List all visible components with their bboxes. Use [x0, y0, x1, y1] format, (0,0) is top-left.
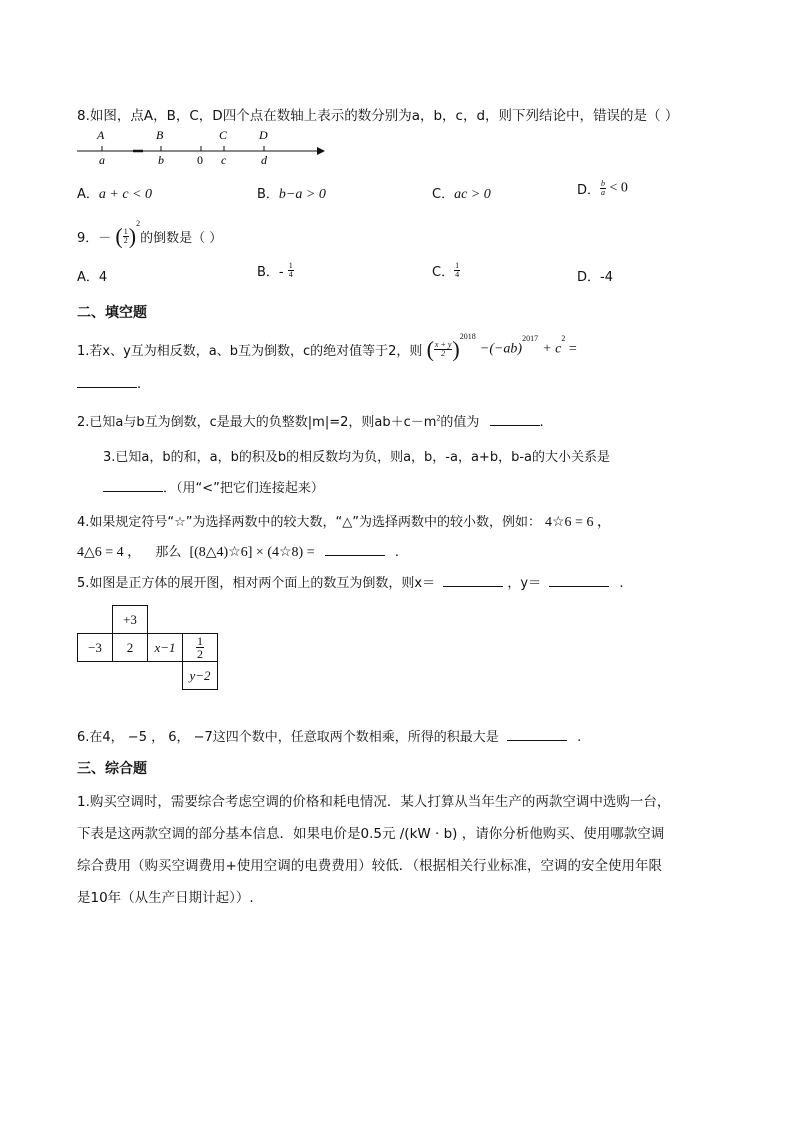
label-C: C — [219, 128, 228, 142]
label-c: c — [221, 153, 227, 167]
fill-1-answer: . — [77, 375, 141, 392]
q9-option-d: D．-4 — [577, 270, 613, 285]
cube-net — [77, 605, 218, 690]
comp-1-line-2: 下表是这两款空调的部分基本信息．如果电价是0.5元 /(kW · b) ，请你分析他购买、使用哪款空调 — [77, 826, 665, 842]
face-left: −3 — [78, 634, 113, 662]
face-center: 2 — [113, 634, 148, 662]
fill-2: 2.已知a与b互为倒数，c是最大的负整数|m|=2，则$ab+c-m^2$的值为 . — [77, 413, 544, 430]
number-line-svg — [77, 124, 327, 168]
q8-option-a: A．a + c < 0 — [77, 187, 153, 202]
answer-blank-y[interactable] — [549, 574, 609, 587]
q8-option-c: C．ac > 0 — [432, 187, 491, 202]
comp-1-line-1: 1.购买空调时，需要综合考虑空调的价格和耗电情况．某人打算从当年生产的两款空调中选购一台， — [77, 794, 671, 810]
answer-blank[interactable] — [103, 479, 163, 492]
q9-option-b: B．- $\frac{1}{4}$ — [257, 261, 293, 280]
label-A: A — [97, 128, 105, 142]
face-x: x−1 — [148, 634, 183, 662]
answer-blank[interactable] — [325, 543, 385, 556]
answer-blank[interactable] — [77, 375, 137, 388]
fill-3-line-2: ．（用“<”把它们连接起来） — [103, 477, 324, 496]
q8-option-b: B．b−a > 0 — [257, 187, 326, 202]
label-b: b — [158, 153, 164, 167]
answer-blank[interactable] — [490, 413, 540, 426]
label-D: D — [259, 128, 268, 142]
label-zero: 0 — [197, 153, 203, 167]
fill-5: 5.如图是正方体的展开图，相对两个面上的数互为倒数，则x＝ ，y＝ . — [77, 576, 624, 591]
q8-stem: 8.如图，点A，B，C，D四个点在数轴上表示的数分别为a，b，c，d，则下列结论中，错误的是（ ） — [77, 108, 679, 124]
section-2-title: 二、填空题 — [77, 305, 147, 321]
section-3-title: 三、综合题 — [77, 761, 147, 777]
q8-option-d: D． $\frac{b}{a}$ < 0 — [577, 179, 628, 198]
q9-stem: 9．－ ( $\frac{1}{2}$ )$^2$的倒数是（ ） — [77, 219, 223, 249]
label-B: B — [156, 128, 164, 142]
face-fraction: $\frac{1}{2}$ — [183, 634, 218, 662]
fill-4-line-2: 4△6 = 4 ， 那么 [(8△4)☆6] × (4☆8) = . — [77, 545, 400, 560]
face-y: y−2 — [183, 662, 218, 690]
fill-4-line-1: 4.如果规定符号“☆”为选择两数中的较大数，“△”为选择两数中的较小数，例如： 4☆6 = 6 ， — [77, 515, 611, 530]
answer-blank[interactable] — [507, 728, 567, 741]
fill-3-line-1: 3.已知a，b的和，a，b的积及b的相反数均为负，则a，b，-a，a+b，b-a的大小关系是 — [103, 450, 610, 465]
q9-option-c: C． $\frac{1}{4}$ — [432, 261, 460, 280]
fill-6: 6.在4， −5 ， 6， −7这四个数中，任意取两个数相乘，所得的积最大是 . — [77, 730, 582, 745]
face-top: +3 — [113, 606, 148, 634]
fill-1: 1.若x、y互为相反数，a、b互为倒数，c的绝对值等于2，则 ( $\frac{x + y}{2}$ )$^{2018} -(-ab)^{2017} + c^2$ = — [77, 332, 577, 362]
label-d: d — [261, 153, 267, 167]
q9-option-a: A．4 — [77, 270, 108, 285]
comp-1-line-4: 是10年（从生产日期计起））. — [77, 890, 254, 906]
label-a: a — [99, 153, 105, 167]
comp-1-line-3: 综合费用（购买空调费用+使用空调的电费费用）较低．（根据相关行业标准，空调的安全使用年限 — [77, 858, 663, 874]
answer-blank-x[interactable] — [443, 574, 503, 587]
number-line — [77, 124, 327, 168]
arrow-head-icon — [317, 147, 325, 155]
cube-net-table — [77, 605, 218, 690]
